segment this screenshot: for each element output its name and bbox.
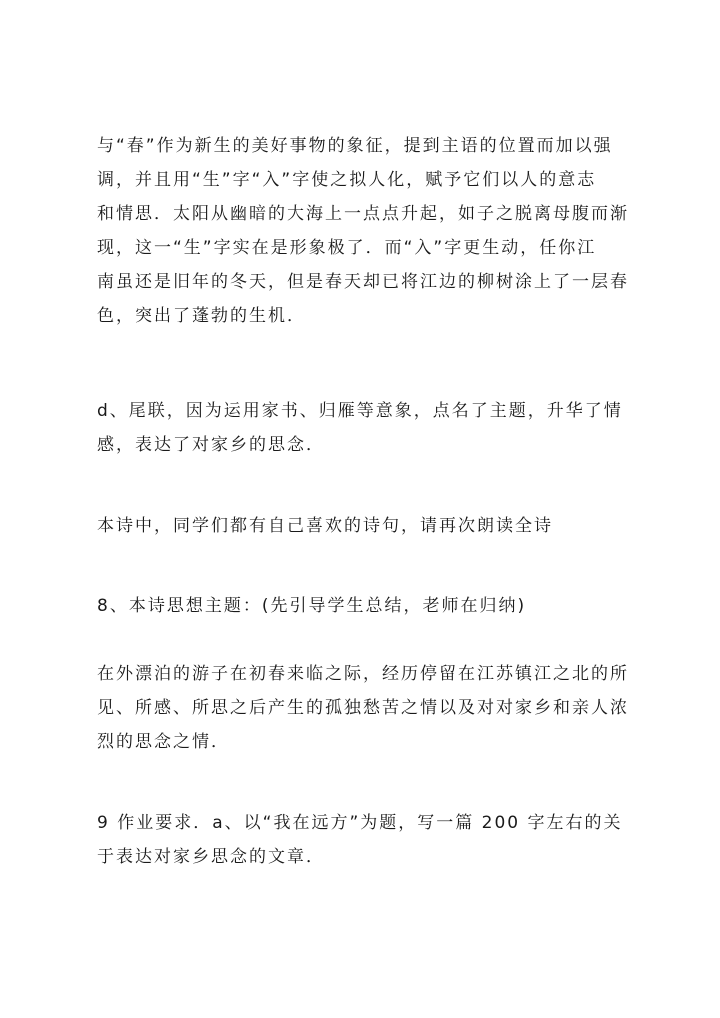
paragraph-homework (97, 806, 657, 874)
text-line: 南虽还是旧年的冬天，但是春天却已将江边的柳树涂上了一层春 (97, 272, 629, 292)
text-line: 现，这一“生”字实在是形象极了．而“入”字更生动，任你江 (97, 238, 597, 258)
text-line: 在外漂泊的游子在初春来临之际，经历停留在江苏镇江之北的所 (97, 664, 629, 684)
paragraph-reading (97, 509, 657, 543)
text-line: 烈的思念之情． (97, 732, 230, 752)
text-line: 感，表达了对家乡的思念． (97, 435, 325, 455)
paragraph-analysis-neck-couplet (97, 129, 657, 333)
text-line: 色，突出了蓬勃的生机． (97, 306, 306, 326)
paragraph-tail-couplet (97, 394, 657, 462)
text-line: 与“春”作为新生的美好事物的象征，提到主语的位置而加以强 (97, 136, 613, 156)
text-line: 调，并且用“生”字“入”字使之拟人化，赋予它们以人的意志 (97, 170, 597, 190)
text-line: 见、所感、所思之后产生的孤独愁苦之情以及对对家乡和亲人浓 (97, 698, 629, 718)
text-line: 9 作业要求．a、以“我在远方”为题，写一篇 200 字左右的关 (97, 813, 623, 833)
text-line: 本诗中，同学们都有自己喜欢的诗句，请再次朗读全诗 (97, 516, 553, 536)
paragraph-theme-heading (97, 589, 657, 623)
text-line: d、尾联，因为运用家书、归雁等意象，点名了主题，升华了情 (97, 401, 623, 421)
text-line: 于表达对家乡思念的文章． (97, 847, 325, 867)
text-line: 和情思．太阳从幽暗的大海上一点点升起，如子之脱离母腹而渐 (97, 204, 629, 224)
text-line: 8、本诗思想主题：(先引导学生总结，老师在归纳) (97, 596, 527, 616)
paragraph-theme (97, 657, 657, 759)
